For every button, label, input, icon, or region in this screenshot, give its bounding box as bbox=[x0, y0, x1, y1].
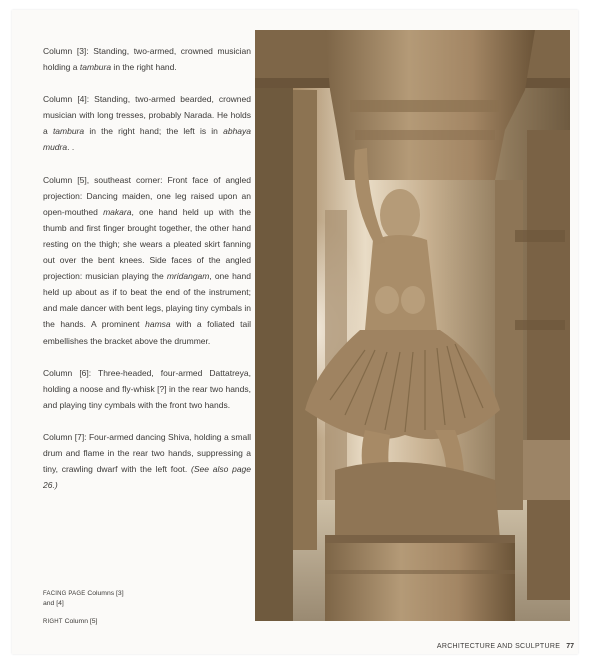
text-run: in the right hand. bbox=[111, 62, 177, 73]
section-title: ARCHITECTURE AND SCULPTURE bbox=[436, 643, 561, 650]
right-caption bbox=[43, 617, 97, 627]
column-3-paragraph bbox=[43, 43, 251, 75]
column-4-paragraph bbox=[43, 91, 251, 155]
italic-term: makara bbox=[103, 206, 132, 217]
pillar-photograph bbox=[255, 30, 570, 621]
carved-pillar-image bbox=[255, 30, 570, 621]
column-6-paragraph bbox=[43, 365, 251, 413]
caption-tag: FACING PAGE bbox=[43, 591, 86, 597]
italic-term: tambura bbox=[79, 62, 112, 73]
description-column bbox=[43, 43, 251, 509]
caption-text: Column [5] bbox=[64, 618, 98, 625]
text-run: Column [6]: Three-headed, four-armed Dattatreya, holding a noose and fly-whisk [?] in the rear two hands, and playing tiny cymbals with the front two hands. bbox=[43, 367, 251, 410]
text-run: with a foliated tail embellishes the bracket above the drummer. bbox=[43, 319, 251, 346]
caption-tag: RIGHT bbox=[43, 619, 63, 625]
page-number: 77 bbox=[566, 643, 574, 650]
cross-reference: (See also page 26.) bbox=[43, 464, 251, 491]
caption-text: Columns [3] bbox=[87, 590, 124, 597]
italic-term: mridangam bbox=[166, 271, 210, 282]
text-run: , one hand held up with the thumb and first finger brought together, the other hand resting on the thigh; she wears a pleated skirt fanning out over the bent knees. Side faces of the angled projection: musician playing the bbox=[43, 206, 251, 282]
text-run: Column [4]: Standing, two-armed bearded, crowned musician with long tresses, probably Narada. He holds a bbox=[43, 94, 251, 137]
text-run: in the right hand; the left is in bbox=[84, 126, 224, 137]
text-run: Column [3]: Standing, two-armed, crowned musician holding a bbox=[43, 46, 251, 73]
italic-term: abhaya mudra bbox=[43, 126, 251, 153]
text-run: Column [7]: Four-armed dancing Shiva, holding a small drum and flame in the rear two hands, suppressing a tiny, crawling dwarf with the left foot. bbox=[43, 431, 251, 475]
column-7-paragraph bbox=[43, 429, 251, 493]
text-run: . . bbox=[67, 142, 75, 153]
facing-page-caption bbox=[43, 589, 124, 608]
caption-text: and [4] bbox=[43, 600, 64, 607]
italic-term: hamsa bbox=[145, 319, 171, 330]
running-footer bbox=[437, 643, 574, 650]
column-5-paragraph bbox=[43, 172, 251, 349]
italic-term: tambura bbox=[52, 126, 85, 137]
text-run: , one hand held up about as if to beat the end of the instrument; and male dancer with bent legs, playing tiny cymbals in the hands. A prominent bbox=[43, 271, 251, 330]
text-run: Column [5], southeast corner: Front face of angled projection: Dancing maiden, one leg raised upon an open-mouthed bbox=[43, 174, 251, 217]
